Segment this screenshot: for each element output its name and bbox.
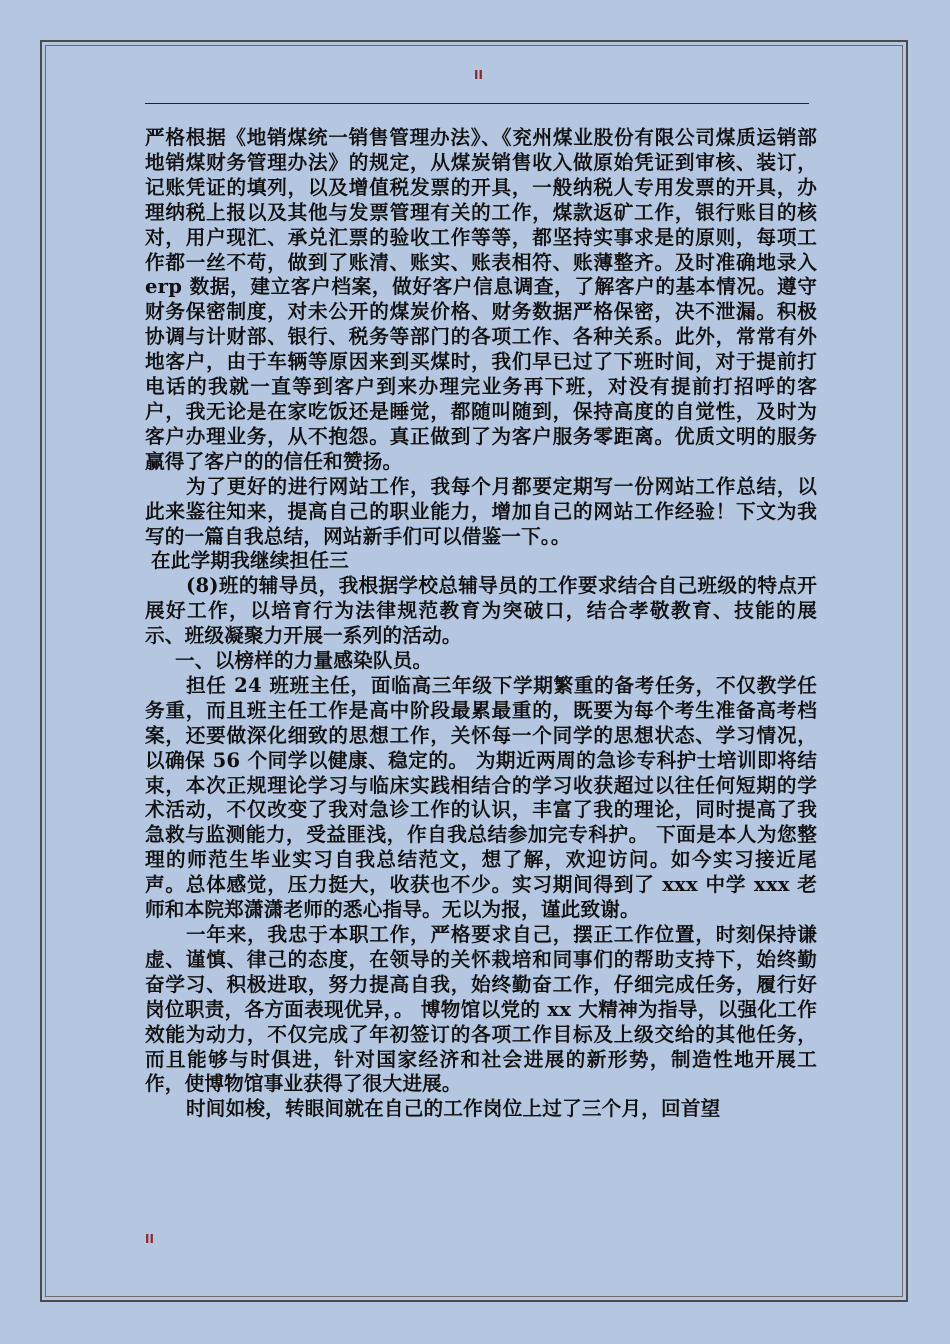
paragraph: 一年来，我忠于本职工作，严格要求自己，摆正工作位置，时刻保持谦虚、谨慎、律己的态度，在领导的关怀栽培和同事们的帮助支持下，始终勤奋学习、积极进取，努力提高自我，始终勤奋工作，仔细完成任务，履行好岗位职责，各方面表现优异，。 博物馆以党的 xx 大精神为指导，以强化工作效能为动力，不仅完成了年初签订的各项工作目标及上级交给的其他任务，而且能够与时俱进，针对国家经济和社会进展的新形势，制造性地开展工作，使博物馆事业获得了很大进展。 <box>145 923 817 1096</box>
section-heading: 一、以榜样的力量感染队员。 <box>175 649 433 673</box>
header-page-mark: II <box>474 68 483 82</box>
paragraph: 担任 24 班班主任，面临高三年级下学期繁重的备考任务，不仅教学任务重，而且班主任工作是高中阶段最累最重的，既要为每个考生准备高考档案，还要做深化细致的思想工作，关怀每一个同学的思想状态、学习情况，以确保 56 个同学以健康、稳定的。 为期近两周的急诊专科护士培训即将结束，本次正规理论学习与临床实践相结合的学习收获超过以往任何短期的学术活动，不仅改变了我对急诊工作的认识，丰富了我的理论，同时提高了我急救与监测能力，受益匪浅，作自我总结参加完专科护。 下面是本人为您整理的师范生毕业实习自我总结范文，想了解，欢迎访问。如今实习接近尾声。总体感觉，压力挺大，收获也不少。实习期间得到了 xxx 中学 xxx 老师和本院郑潇潇老师的悉心指导。无以为报，谨此致谢。 <box>145 673 817 922</box>
footer-page-mark: II <box>145 1232 154 1246</box>
paragraph: 为了更好的进行网站工作，我每个月都要定期写一份网站工作总结，以此来鉴往知来，提高自己的职业能力，增加自己的网站工作经验！下文为我写的一篇自我总结，网站新手们可以借鉴一下。。 <box>145 474 817 548</box>
paragraph: 在此学期我继续担任三 <box>151 549 349 573</box>
document-body <box>145 126 817 1122</box>
paragraph: (8)班的辅导员，我根据学校总辅导员的工作要求结合自己班级的特点开展好工作，以培育行为法律规范教育为突破口，结合孝敬教育、技能的展示、班级凝聚力开展一系列的活动。 <box>145 574 817 648</box>
header-divider <box>145 103 809 104</box>
paragraph: 严格根据《地销煤统一销售管理办法》、《兖州煤业股份有限公司煤质运销部地销煤财务管理办法》的规定，从煤炭销售收入做原始凭证到审核、装订，记账凭证的填列，以及增值税发票的开具，一般纳税人专用发票的开具，办理纳税上报以及其他与发票管理有关的工作，煤款返矿工作，银行账目的核对，用户现汇、承兑汇票的验收工作等等，都坚持实事求是的原则，每项工作都一丝不苟，做到了账清、账实、账表相符、账薄整齐。及时准确地录入 erp 数据，建立客户档案，做好客户信息调查，了解客户的基本情况。遵守财务保密制度，对未公开的煤炭价格、财务数据严格保密，决不泄漏。积极协调与计财部、银行、税务等部门的各项工作、各种关系。此外，常常有外地客户，由于车辆等原因来到买煤时，我们早已过了下班时间，对于提前打电话的我就一直等到客户到来办理完业务再下班，对没有提前打招呼的客户，我无论是在家吃饭还是睡觉，都随叫随到，保持高度的自觉性，及时为客户办理业务，从不抱怨。真正做到了为客户服务零距离。优质文明的服务赢得了客户的的信任和赞扬。 <box>145 126 817 473</box>
document-page <box>40 40 908 1302</box>
paragraph: 时间如梭，转眼间就在自己的工作岗位上过了三个月，回首望 <box>186 1097 721 1121</box>
